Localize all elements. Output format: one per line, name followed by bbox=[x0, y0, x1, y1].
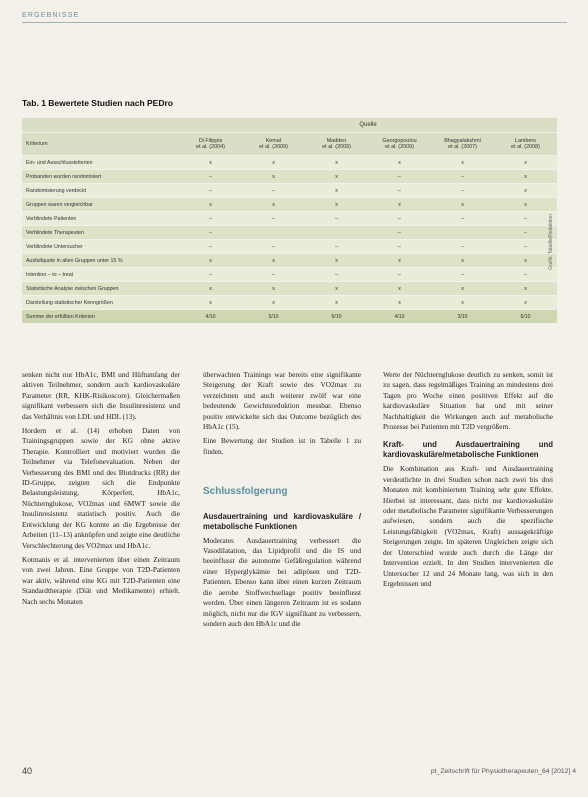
value-cell: x bbox=[179, 254, 242, 267]
value-cell: – bbox=[368, 268, 431, 281]
criterion-cell: Darstellung statistischer Kenngrößen bbox=[22, 296, 179, 309]
text-column-3 bbox=[383, 370, 553, 593]
criterion-cell: Summe der erfüllten Kriterien bbox=[22, 310, 179, 323]
table-row bbox=[22, 240, 557, 253]
value-cell: x bbox=[494, 254, 557, 267]
value-cell: x bbox=[305, 156, 368, 169]
value-cell bbox=[305, 226, 368, 239]
value-cell: 6/10 bbox=[305, 310, 368, 323]
section-header: ERGEBNISSE bbox=[22, 12, 80, 19]
value-cell: x bbox=[431, 156, 494, 169]
value-cell: – bbox=[179, 226, 242, 239]
value-cell: x bbox=[242, 198, 305, 211]
value-cell: x bbox=[368, 296, 431, 309]
criterion-cell: Probanden wurden randomisiert bbox=[22, 170, 179, 183]
study-header bbox=[305, 133, 368, 155]
paragraph: Werte der Nüchternglukose deutlich zu senken, somit ist zu sagen, dass regelmäßiges Training an mindestens drei Tagen pro Woche einen positiven Effekt auf die kardiovaskuläre Situation hat und mit seiner Nachhaltigkeit die Wirkungen auch auf metabolische Prozesse bei Patienten mit T2D vergrößern. bbox=[383, 370, 553, 432]
table-row bbox=[22, 184, 557, 197]
value-cell: – bbox=[368, 240, 431, 253]
study-year: et al. (2009) bbox=[259, 144, 288, 150]
value-cell: x bbox=[431, 198, 494, 211]
value-cell bbox=[242, 226, 305, 239]
criterion-cell: Intention – to – treat bbox=[22, 268, 179, 281]
value-cell: x bbox=[431, 296, 494, 309]
value-cell: x bbox=[368, 282, 431, 295]
image-credit: Grafik: Tabelle/Redaktion bbox=[548, 214, 554, 270]
value-cell: x bbox=[368, 156, 431, 169]
criterion-header: Kriterium bbox=[22, 133, 179, 155]
study-header bbox=[494, 133, 557, 155]
value-cell: x bbox=[494, 282, 557, 295]
criterion-cell: Statistische Analyse zwischen Gruppen bbox=[22, 282, 179, 295]
study-year: et al. (2008) bbox=[511, 144, 540, 150]
value-cell: x bbox=[305, 282, 368, 295]
value-cell: – bbox=[368, 170, 431, 183]
value-cell: – bbox=[242, 184, 305, 197]
study-author: Kemat bbox=[265, 137, 282, 144]
value-cell: x bbox=[242, 296, 305, 309]
value-cell: – bbox=[368, 212, 431, 225]
value-cell: – bbox=[494, 226, 557, 239]
value-cell: – bbox=[431, 170, 494, 183]
value-cell: 4/10 bbox=[368, 310, 431, 323]
criterion-cell: Randomisierung verdeckt bbox=[22, 184, 179, 197]
value-cell: – bbox=[494, 268, 557, 281]
study-year: et al. (2007) bbox=[448, 144, 477, 150]
paragraph: Die Kombination aus Kraft- und Ausdauertraining verdeutlichte in drei Studien schon nach zwei bis drei Monaten mit kombiniertem Training sehr gute Effekte. Hierbei ist interessant, dass nicht nur kardiovaskuläre oder metabolische Parameter signifikante Verbesserungen aufwiesen, sondern auch die spezifische Leistungsfähigkeit (VO2max, Kraft) aussagekräftige Steigerungen zeigte. Im späteren Ungleichen zeigte sich der Unterschied wurde auch durch die Länge der Intervention erzielt. In den Studien intervenierten die Untersucher 12 und 24 Monate lang, was sich in den Ergebnissen und bbox=[383, 464, 553, 588]
value-cell: – bbox=[431, 212, 494, 225]
study-year: et al. (2009) bbox=[385, 144, 414, 150]
value-cell: x bbox=[242, 254, 305, 267]
value-cell: x bbox=[305, 170, 368, 183]
value-cell: x bbox=[494, 184, 557, 197]
table-row bbox=[22, 156, 557, 169]
value-cell: – bbox=[305, 268, 368, 281]
subsection-heading: Kraft- und Ausdauertraining und kardiovaskuläre/metabolische Funktionen bbox=[383, 440, 553, 460]
value-cell: x bbox=[242, 156, 305, 169]
study-year: et al. (2004) bbox=[196, 144, 225, 150]
table-row bbox=[22, 226, 557, 239]
value-cell: – bbox=[242, 240, 305, 253]
criterion-cell: Verblindete Untersucher bbox=[22, 240, 179, 253]
paragraph: überwachten Trainings war bereits eine signifikante Steigerung der Kraft sowie des VO2max zu verzeichnen und auch weiterer zwölf war eine bedeutende Gewichtsreduktion messbar. Ebenso positiv entwickelte sich das Outcome bezüglich des HbA1c (15). bbox=[203, 370, 361, 432]
study-header bbox=[431, 133, 494, 155]
table-row bbox=[22, 170, 557, 183]
table-title: Tab. 1 Bewertete Studien nach PEDro bbox=[22, 98, 173, 108]
value-cell: – bbox=[431, 240, 494, 253]
criterion-cell: Verblindete Therapeuten bbox=[22, 226, 179, 239]
subsection-heading: Ausdauertraining und kardiovaskuläre / metabolische Funktionen bbox=[203, 511, 361, 531]
paragraph: senken nicht nur HbA1c, BMI und Hüftumfang der aktiven Teilnehmer, sondern auch kardiovaskuläre Parameter (RR, KHK-Risikoscore). Gleichermaßen signifikant verbessern sich die Insulinresistenz und das Verhältnis von LDL und HDL (13). bbox=[22, 370, 180, 421]
value-cell: – bbox=[179, 212, 242, 225]
value-cell: x bbox=[305, 296, 368, 309]
study-author: Di Filippis bbox=[198, 137, 223, 144]
header-rule bbox=[22, 22, 567, 23]
value-cell: x bbox=[305, 254, 368, 267]
value-cell: 5/10 bbox=[242, 310, 305, 323]
value-cell: x bbox=[179, 198, 242, 211]
study-author: Lambers bbox=[515, 137, 536, 144]
value-cell: 3/10 bbox=[431, 310, 494, 323]
value-cell: x bbox=[179, 282, 242, 295]
study-header bbox=[179, 133, 242, 155]
value-cell: x bbox=[368, 198, 431, 211]
table-row bbox=[22, 268, 557, 281]
section-heading: Schlussfolgerung bbox=[203, 486, 288, 498]
pedro-table bbox=[22, 117, 557, 324]
paragraph: Eine Bewertung der Studien ist in Tabelle 1 zu finden. bbox=[203, 436, 361, 456]
paragraph: Kotmanis et al. intervenierten über einen Zeitraum von zwei Jahren. Eine Gruppe von T2D-Patienten war aktiv, während eine KG mit T2D-Patienten eine Standardtherapie (Diät und Medikamente) erhielt. Nach sechs Monaten bbox=[22, 554, 180, 606]
study-header bbox=[368, 133, 431, 155]
value-cell: x bbox=[179, 296, 242, 309]
value-cell: x bbox=[431, 254, 494, 267]
study-year: et al. (2009) bbox=[322, 144, 351, 150]
value-cell: 4/10 bbox=[179, 310, 242, 323]
value-cell bbox=[431, 226, 494, 239]
value-cell: x bbox=[242, 170, 305, 183]
value-cell: – bbox=[305, 240, 368, 253]
text-column-2 bbox=[203, 370, 361, 633]
table-row bbox=[22, 254, 557, 267]
page-number: 40 bbox=[22, 766, 33, 776]
study-author: Georgopoulou bbox=[382, 137, 417, 144]
value-cell: – bbox=[242, 268, 305, 281]
criterion-cell: Ausfallquote in allen Gruppen unter 15 % bbox=[22, 254, 179, 267]
value-cell: 6/10 bbox=[494, 310, 557, 323]
value-cell: – bbox=[431, 184, 494, 197]
value-cell: x bbox=[179, 156, 242, 169]
value-cell: x bbox=[368, 254, 431, 267]
criterion-cell: Ein- und Ausschlusskriterien bbox=[22, 156, 179, 169]
value-cell: – bbox=[494, 240, 557, 253]
text-column-1 bbox=[22, 370, 180, 611]
table-row bbox=[22, 212, 557, 225]
journal-footer: pt_Zeitschrift für Physiotherapeuten_64 [2012] 4 bbox=[430, 768, 576, 775]
table-row bbox=[22, 198, 557, 211]
criterion-cell: Gruppen waren vergleichbar bbox=[22, 198, 179, 211]
value-cell: – bbox=[179, 240, 242, 253]
sum-row bbox=[22, 310, 557, 323]
value-cell: x bbox=[305, 184, 368, 197]
criterion-cell: Verblindete Patienten bbox=[22, 212, 179, 225]
value-cell: – bbox=[494, 212, 557, 225]
value-cell: x bbox=[305, 198, 368, 211]
value-cell: – bbox=[242, 212, 305, 225]
value-cell: – bbox=[305, 212, 368, 225]
study-author: Bhagyalakshmi bbox=[444, 137, 481, 144]
value-cell: – bbox=[179, 170, 242, 183]
value-cell: x bbox=[494, 170, 557, 183]
table-row bbox=[22, 282, 557, 295]
quelle-header: Quelle bbox=[179, 118, 557, 132]
study-header bbox=[242, 133, 305, 155]
value-cell: – bbox=[179, 268, 242, 281]
value-cell: x bbox=[242, 282, 305, 295]
value-cell: x bbox=[494, 198, 557, 211]
study-author: Madden bbox=[326, 137, 347, 144]
value-cell: – bbox=[431, 268, 494, 281]
criterion-band-cell bbox=[22, 118, 179, 132]
paragraph: Moderates Ausdauertraining verbessert die Vasodilatation, das Lipidprofil und die IS und beeinflusst die autonome Gefäßregulation während einer Hyperglykämie bei adipösen und T2D-Patienten. Ebenso kann über einen kurzen Zeitraum die aerobe Stoffwechsellage positiv beeinflusst werden. Über einen längeren Zeitraum ist es sodann möglich, nicht nur die IGV signifikant zu verbessern, sondern auch den HbA1c und die bbox=[203, 535, 361, 628]
value-cell: – bbox=[179, 184, 242, 197]
value-cell: x bbox=[494, 296, 557, 309]
table-row bbox=[22, 296, 557, 309]
value-cell: x bbox=[494, 156, 557, 169]
paragraph: Hordern et al. (14) erhoben Daten von Trainingsgruppen sowie der KG ohne aktive Therapie. Kontrolliert und motiviert wurden die Teilnehmer via Telefonevaluation. Neben der Verbesserung des BMI und des Blutdrucks (RR) der ID-Gruppe, zeigten sich die Endpunkte Belastungsleistung, Körperfett, HbA1c, Nüchternglukose, VO2max und 6MWT sowie die Insulinresistenz statistisch positiv. Auch die Entwicklung der KG konnte an die Ergebnisse der Arbeiten (11–13) anknüpfen und zeigte eine deutliche Verschlechterung des VO2max und HbA1c. bbox=[22, 426, 180, 550]
value-cell: – bbox=[368, 226, 431, 239]
value-cell: x bbox=[431, 282, 494, 295]
value-cell: – bbox=[368, 184, 431, 197]
